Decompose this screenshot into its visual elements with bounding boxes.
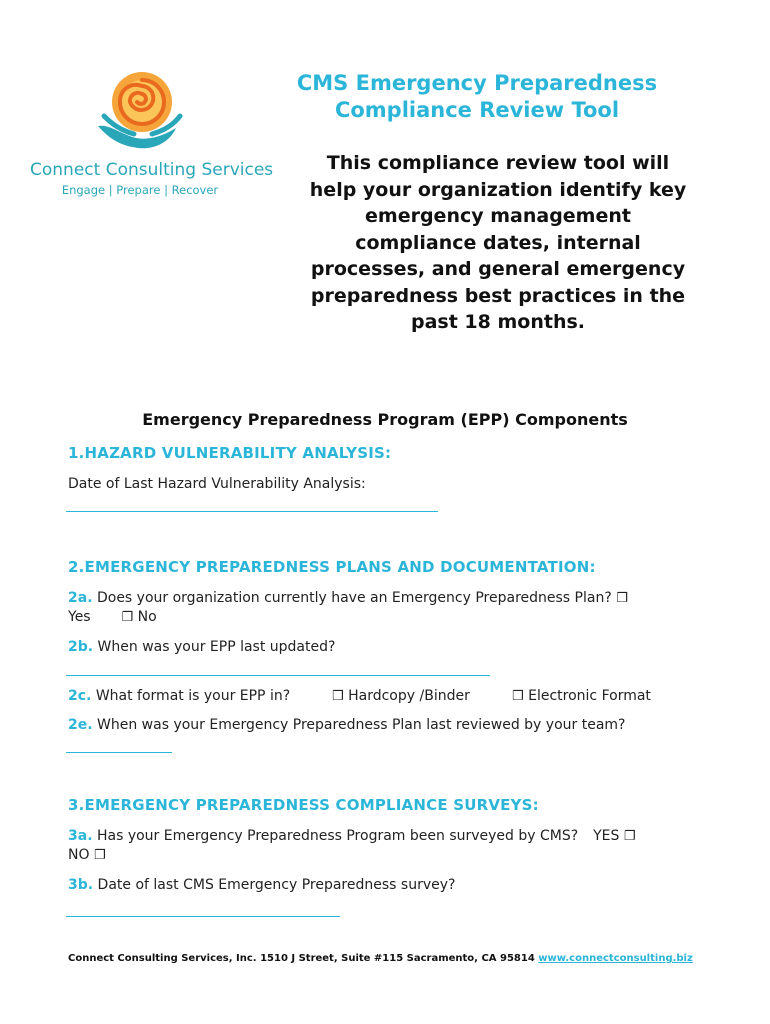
footer bbox=[68, 953, 693, 964]
section-plans-heading: 2.EMERGENCY PREPAREDNESS PLANS AND DOCUMENTATION: bbox=[68, 558, 596, 576]
question-number: 2b. bbox=[68, 639, 94, 655]
option-no-label: No bbox=[137, 609, 157, 625]
intro-line: past 18 months. bbox=[411, 311, 585, 333]
epp-components-heading: Emergency Preparedness Program (EPP) Components bbox=[142, 410, 628, 429]
question-text: What format is your EPP in? bbox=[95, 688, 291, 704]
question-3b bbox=[68, 876, 455, 895]
question-number: 2e. bbox=[68, 717, 93, 733]
intro-line: emergency management bbox=[365, 205, 631, 227]
intro-paragraph bbox=[270, 150, 726, 336]
section-surveys-heading: 3.EMERGENCY PREPAREDNESS COMPLIANCE SURVEYS: bbox=[68, 796, 539, 814]
intro-line: preparedness best practices in the bbox=[310, 284, 686, 307]
intro-line: help your organization identify key bbox=[309, 178, 687, 201]
checkbox-icon[interactable]: ❒ bbox=[512, 689, 524, 704]
title-line-1: CMS Emergency Preparedness bbox=[296, 71, 658, 95]
question-2b bbox=[68, 638, 335, 657]
question-2a bbox=[68, 589, 628, 608]
option-yes-label: Yes bbox=[68, 609, 91, 625]
question-number: 3a. bbox=[68, 828, 93, 844]
question-text: Date of last CMS Emergency Preparedness survey? bbox=[97, 877, 456, 893]
option-electronic-label: Electronic Format bbox=[528, 688, 651, 704]
question-2c bbox=[68, 687, 290, 706]
hva-date-field[interactable] bbox=[66, 511, 438, 512]
page-title bbox=[270, 70, 684, 124]
checkbox-yes-icon[interactable]: ❒ bbox=[623, 829, 636, 844]
question-text: Does your organization currently have an Emergency Preparedness Plan? bbox=[96, 590, 612, 606]
question-text: When was your Emergency Preparedness Plan last reviewed by your team? bbox=[97, 717, 626, 733]
question-number: 2a. bbox=[68, 590, 93, 606]
question-3a-no bbox=[68, 846, 106, 865]
question-2e bbox=[68, 716, 625, 735]
option-electronic[interactable] bbox=[512, 687, 651, 706]
checkbox-icon[interactable]: ❒ bbox=[616, 591, 628, 606]
question-3a bbox=[68, 827, 635, 846]
hva-date-label: Date of Last Hazard Vulnerability Analysis: bbox=[68, 476, 366, 492]
epp-updated-field[interactable] bbox=[66, 675, 490, 676]
logo-tagline: Engage | Prepare | Recover bbox=[61, 183, 219, 197]
footer-address: Connect Consulting Services, Inc. 1510 J Street, Suite #115 Sacramento, CA 95814 bbox=[68, 953, 535, 964]
section-hazard-heading: 1.HAZARD VULNERABILITY ANALYSIS: bbox=[68, 444, 392, 462]
option-hardcopy-label: Hardcopy /Binder bbox=[348, 688, 470, 704]
checkbox-no-icon[interactable]: ❒ bbox=[121, 610, 134, 625]
question-text: When was your EPP last updated? bbox=[97, 639, 336, 655]
logo-company-name: Connect Consulting Services bbox=[30, 160, 274, 180]
checkbox-icon[interactable]: ❒ bbox=[332, 689, 344, 704]
question-number: 2c. bbox=[68, 688, 92, 704]
option-no-label: NO bbox=[68, 847, 90, 863]
intro-line: This compliance review tool will bbox=[326, 152, 670, 174]
checkbox-no-icon[interactable]: ❒ bbox=[93, 848, 106, 863]
question-2a-options bbox=[68, 608, 157, 627]
intro-line: processes, and general emergency bbox=[310, 258, 686, 280]
intro-line: compliance dates, internal bbox=[355, 231, 641, 254]
title-line-2: Compliance Review Tool bbox=[334, 98, 620, 122]
option-yes-label: YES bbox=[593, 828, 620, 844]
spiral-hands-logo-icon bbox=[90, 68, 190, 154]
question-number: 3b. bbox=[68, 877, 94, 893]
company-logo bbox=[30, 68, 274, 200]
question-text: Has your Emergency Preparedness Program been surveyed by CMS? bbox=[96, 828, 579, 844]
option-hardcopy[interactable] bbox=[332, 687, 470, 706]
survey-date-field[interactable] bbox=[66, 916, 340, 917]
footer-website-link[interactable]: www.connectconsulting.biz bbox=[538, 953, 693, 964]
epp-reviewed-field[interactable] bbox=[66, 752, 172, 753]
